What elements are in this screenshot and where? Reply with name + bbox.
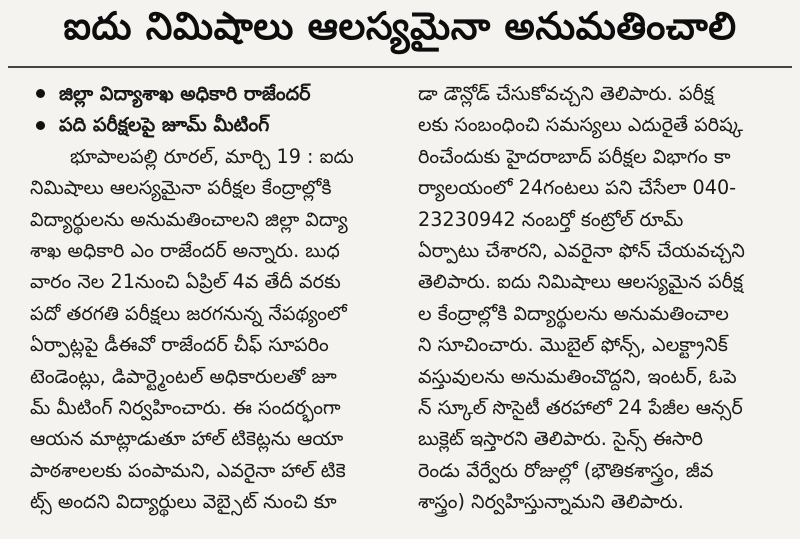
body-line: నిమిషాలు ఆలస్యమైనా పరీక్షల కేంద్రాల్లోకి <box>30 176 332 200</box>
body-line: వస్తువులను అనుమతించొద్దని, ఇంటర్, ఓపె <box>418 364 737 388</box>
highlight-item <box>30 78 400 109</box>
body-line: లకు సంబంధించి సమస్యలు ఎదురైతే పరిష్క <box>418 113 744 137</box>
body-line: 23230942 నంబర్తో కంట్రోల్ రూమ్ <box>418 207 684 231</box>
body-line: టెండెంట్లు, డిపార్ట్మెంటల్ అధికారులతో జూ <box>30 364 337 388</box>
body-line: రెండు వేర్వేరు రోజుల్లో (భౌతికశాస్త్రం, జీవ <box>418 458 714 482</box>
body-line: ట్స్ అందని విద్యార్థులు వెబ్సైట్ నుంచి కూ <box>30 490 337 514</box>
body-line: ని సూచించారు. మొబైల్ ఫోన్స్, ఎలక్ట్రానిక్ <box>418 333 728 357</box>
highlight-item <box>30 109 400 140</box>
body-line: తెలిపారు. ఐదు నిమిషాలు ఆలస్యమైన పరీక్ష <box>418 270 743 294</box>
body-line: వారం నెల 21నుంచి ఏప్రిల్ 4వ తేదీ వరకు <box>30 270 341 294</box>
right-column <box>418 78 790 518</box>
body-line: శాస్త్రం) నిర్వహిస్తున్నామని తెలిపారు. <box>418 490 684 514</box>
body-line: మ్ మీటింగ్ నిర్వహించారు. ఈ సందర్భంగా <box>30 396 341 420</box>
body-line: రించేందుకు హైదరాబాద్ పరీక్షల విభాగం కా <box>418 144 731 168</box>
highlight-text: జిల్లా విద్యాశాఖ అధికారి రాజేందర్ <box>59 82 311 105</box>
left-column <box>30 78 400 518</box>
body-line: న్ స్కూల్ సొసైటీ తరహాలో 24 పేజీల ఆన్సర్ <box>418 396 743 420</box>
body-line: ఆయన మాట్లాడుతూ హాల్ టికెట్లను ఆయా <box>30 427 344 451</box>
highlight-text: పది పరీక్షలపై జూమ్ మీటింగ్ <box>59 113 270 137</box>
body-line: డా డౌన్లోడ్ చేసుకోవచ్చని తెలిపారు. పరీక్ష <box>418 82 714 105</box>
body-line: ల కేంద్రాల్లోకి విద్యార్థులను అనుమతించాల <box>418 301 729 325</box>
headline-divider <box>8 66 792 68</box>
body-line: పాఠశాలలకు పంపామని, ఎవరైనా హాల్ టికె <box>30 458 346 482</box>
bullet-icon <box>36 89 45 98</box>
body-line: పదో తరగతి పరీక్షలు జరగనున్న నేపథ్యంలో <box>30 301 347 325</box>
body-line: ర్యాలయంలో 24గంటలు పని చేసేలా 040- <box>418 176 737 200</box>
body-line: విద్యార్థులను అనుమతించాలని జిల్లా విద్యా <box>30 207 348 231</box>
body-line: బుక్లెట్ ఇస్తారని తెలిపారు. సైన్స్ ఈసారి <box>418 427 704 451</box>
body-line: ఏర్పాటు చేశారని, ఎవరైనా ఫోన్ చేయవచ్చని <box>418 239 745 263</box>
body-line: భూపాలపల్లి రూరల్, మార్చి 19 : ఐదు <box>70 144 354 168</box>
body-line: శాఖ అధికారి ఎం రాజేందర్ అన్నారు. బుధ <box>30 239 340 263</box>
headline: ఐదు నిమిషాలు ఆలస్యమైనా అనుమతించాలి <box>63 4 737 48</box>
bullet-icon <box>36 121 45 130</box>
body-line: ఏర్పాట్లపై డీఈవో రాజేందర్ చీఫ్ సూపరిం <box>30 333 329 357</box>
